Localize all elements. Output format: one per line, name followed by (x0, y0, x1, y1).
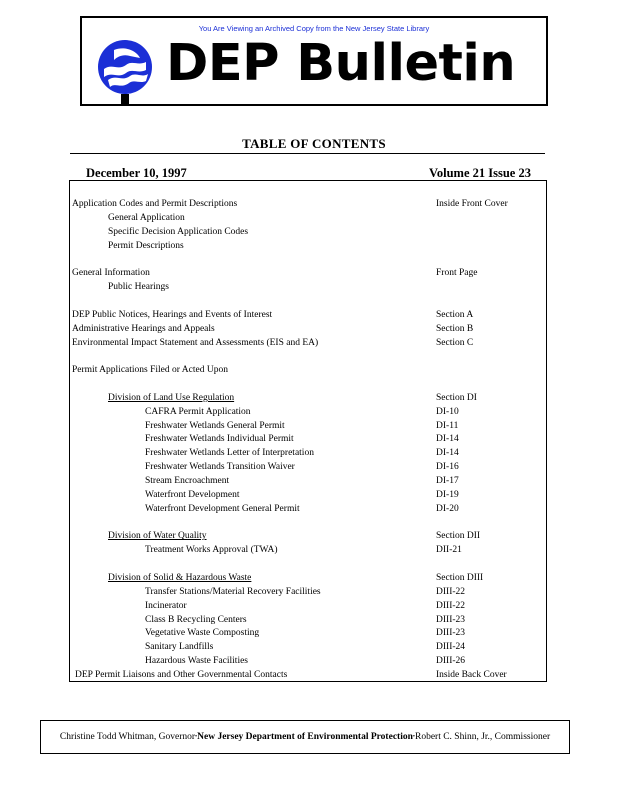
toc-entry-location: DI-14 (436, 448, 459, 459)
toc-entry-location: DI-20 (436, 503, 459, 514)
footer-separator: • (412, 734, 415, 740)
toc-heading: TABLE OF CONTENTS (242, 136, 386, 151)
toc-entry-title: Freshwater Wetlands Letter of Interpretation (145, 448, 314, 459)
toc-entry-title: General Information (72, 268, 150, 279)
issue-date: December 10, 1997 (86, 166, 187, 180)
toc-entry-title: Permit Descriptions (108, 240, 184, 251)
toc-entry-title: Waterfront Development General Permit (145, 503, 300, 514)
toc-box (69, 180, 547, 682)
footer-governor: Christine Todd Whitman, Governor (59, 732, 196, 742)
toc-entry-location: DI-14 (436, 434, 459, 445)
toc-entry-location: DII-21 (436, 545, 462, 556)
toc-entry-location: Front Page (436, 268, 478, 279)
toc-entry-title: Incinerator (145, 600, 187, 611)
toc-entry-title: Freshwater Wetlands General Permit (145, 420, 285, 431)
toc-entry-title: Environmental Impact Statement and Assessments (EIS and EA) (72, 337, 319, 348)
toc-entry-title: Administrative Hearings and Appeals (72, 323, 215, 334)
masthead (80, 16, 548, 106)
toc-entry-location: Section C (436, 337, 474, 348)
toc-entry-location: DIII-22 (436, 600, 466, 611)
toc-entry-title: Division of Land Use Regulation (108, 392, 235, 403)
toc-entry-location: Section DIII (436, 572, 484, 583)
toc-entry-location: Section DII (436, 531, 481, 542)
toc-entry-title: Division of Solid & Hazardous Waste (108, 572, 252, 583)
footer-commissioner: Robert C. Shinn, Jr., Commissioner (414, 732, 551, 742)
toc-entry-title: Transfer Stations/Material Recovery Facilities (145, 586, 321, 597)
toc-entry-location: DIII-22 (436, 586, 466, 597)
toc-entry-title: Stream Encroachment (145, 476, 230, 486)
toc-entry-location: Section DI (436, 392, 477, 403)
toc-entry-title: Permit Applications Filed or Acted Upon (72, 365, 228, 376)
toc-entry-location: DIII-26 (436, 656, 466, 667)
toc-entry-location: DI-17 (436, 476, 459, 486)
footer-department: New Jersey Department of Environmental Protection (197, 732, 413, 742)
toc-entry-location: DI-19 (436, 489, 459, 500)
toc-entry-title: Sanitary Landfills (145, 642, 214, 653)
toc-entry-title: Treatment Works Approval (TWA) (145, 545, 278, 556)
toc-entry-title: Freshwater Wetlands Transition Waiver (145, 462, 295, 473)
toc-entry-location: DI-11 (436, 420, 459, 431)
toc-entry-title: Vegetative Waste Composting (145, 628, 260, 639)
toc-entry-title: General Application (108, 212, 185, 223)
masthead-title: DEP Bulletin (166, 34, 516, 93)
toc-entry-title: Hazardous Waste Facilities (145, 656, 249, 667)
toc-entry-title: Freshwater Wetlands Individual Permit (145, 434, 294, 445)
toc-entry-title: DEP Permit Liaisons and Other Governmental Contacts (75, 669, 288, 680)
toc-entry-title: Public Hearings (108, 282, 169, 293)
footer (40, 720, 570, 754)
toc-entry-location: DIII-24 (436, 642, 466, 653)
toc-entry-title: CAFRA Permit Application (145, 406, 251, 417)
toc-entry-location: DI-16 (436, 462, 459, 473)
toc-entry-title: Waterfront Development (145, 489, 240, 500)
archive-note: You Are Viewing an Archived Copy from the New Jersey State Library (198, 24, 430, 33)
toc-entry-title: Division of Water Quality (108, 531, 207, 542)
toc-entry-title: DEP Public Notices, Hearings and Events of Interest (72, 309, 273, 320)
toc-entry-location: Section B (436, 323, 474, 334)
toc-entry-location: DIII-23 (436, 614, 466, 625)
toc-entry-title: Class B Recycling Centers (145, 614, 247, 625)
toc-entry-location: DI-10 (436, 406, 459, 417)
toc-entry-location: Section A (436, 309, 474, 320)
issue-volume: Volume 21 Issue 23 (429, 166, 531, 180)
heading-rule (70, 153, 545, 154)
dep-logo-icon (94, 36, 156, 108)
toc-entry-title: Application Codes and Permit Descriptions (72, 199, 238, 209)
footer-separator: • (195, 734, 198, 740)
toc-entry-title: Specific Decision Application Codes (108, 226, 249, 237)
toc-entry-location: Inside Front Cover (436, 199, 508, 209)
toc-entry-location: Inside Back Cover (436, 669, 507, 680)
toc-entry-location: DIII-23 (436, 628, 466, 639)
